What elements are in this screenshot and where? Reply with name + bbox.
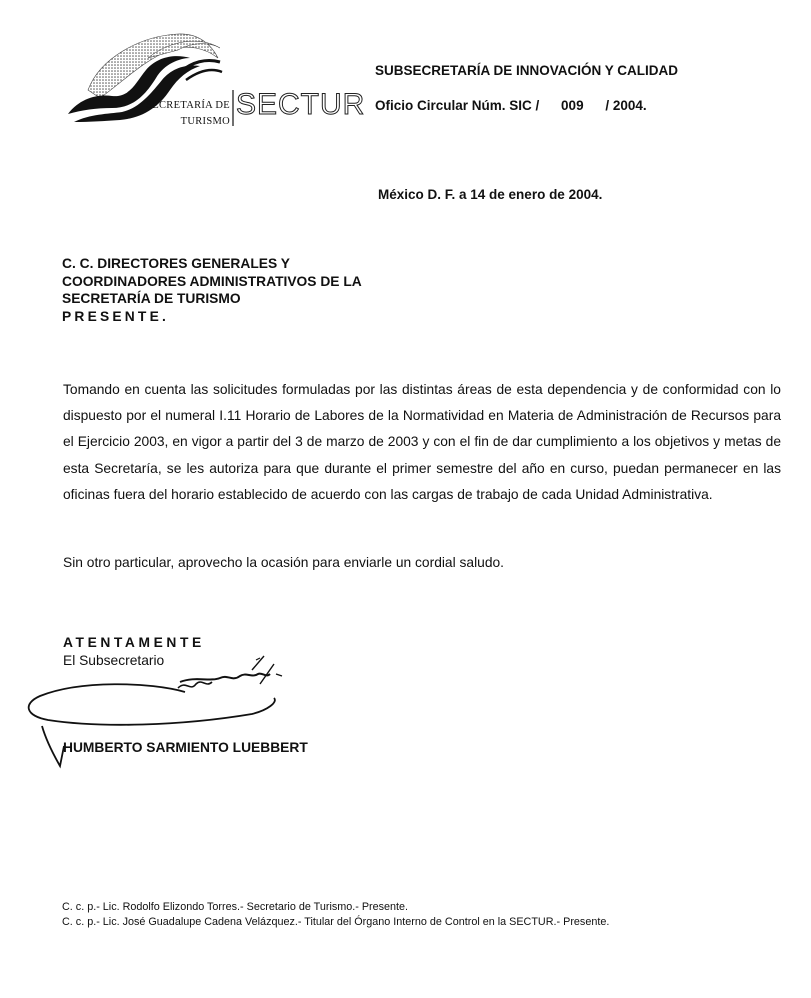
atentamente-label: ATENTAMENTE [63, 635, 205, 650]
signer-name: HUMBERTO SARMIENTO LUEBBERT [63, 740, 308, 755]
addressee-block [62, 255, 362, 325]
logo-brand-sectur: SECTUR [236, 88, 366, 121]
addressee-line-2: COORDINADORES ADMINISTRATIVOS DE LA [62, 273, 362, 289]
logo-line-secretaria: SECRETARÍA DE [146, 100, 230, 111]
oficio-year: / 2004. [605, 98, 647, 113]
ccp-line-1: C. c. p.- Lic. Rodolfo Elizondo Torres.- Secretario de Turismo.- Presente. [62, 901, 409, 913]
logo-line-turismo: TURISMO [180, 116, 230, 128]
closing-line: Sin otro particular, aprovecho la ocasión para enviarle un cordial saludo. [63, 555, 504, 570]
addressee-line-3: SECRETARÍA DE TURISMO [62, 291, 241, 306]
addressee-presente: PRESENTE. [62, 308, 170, 324]
signer-title: El Subsecretario [63, 653, 165, 668]
oficio-prefix: Oficio Circular Núm. SIC / [375, 98, 540, 113]
department-heading: SUBSECRETARÍA DE INNOVACIÓN Y CALIDAD [375, 63, 679, 78]
oficio-number: 009 [561, 98, 584, 113]
ccp-line-2: C. c. p.- Lic. José Guadalupe Cadena Velázquez.- Titular del Órgano Interno de Control en la SECTUR.- Presente. [62, 915, 610, 928]
ccp-block [62, 900, 609, 929]
addressee-line-1: C. C. DIRECTORES GENERALES Y [62, 256, 290, 271]
body-paragraph: Tomando en cuenta las solicitudes formuladas por las distintas áreas de esta dependencia y de conformidad con lo dispuesto por el numeral I.11 Horario de Labores de la Normatividad en Materia de Administración de Recursos para el Ejercicio 2003, en vigor a partir del 3 de marzo de 2003 y con el fin de dar cumplimiento a los objetivos y metas de esta Secretaría, se les autoriza para que durante el primer semestre del año en curso, puedan permanecer en las oficinas fuera del horario establecido de acuerdo con las cargas de trabajo de cada Unidad Administrativa. [63, 382, 781, 502]
date-line: México D. F. a 14 de enero de 2004. [378, 187, 603, 202]
oficio-number-line [375, 98, 647, 113]
sectur-logo [60, 28, 366, 133]
